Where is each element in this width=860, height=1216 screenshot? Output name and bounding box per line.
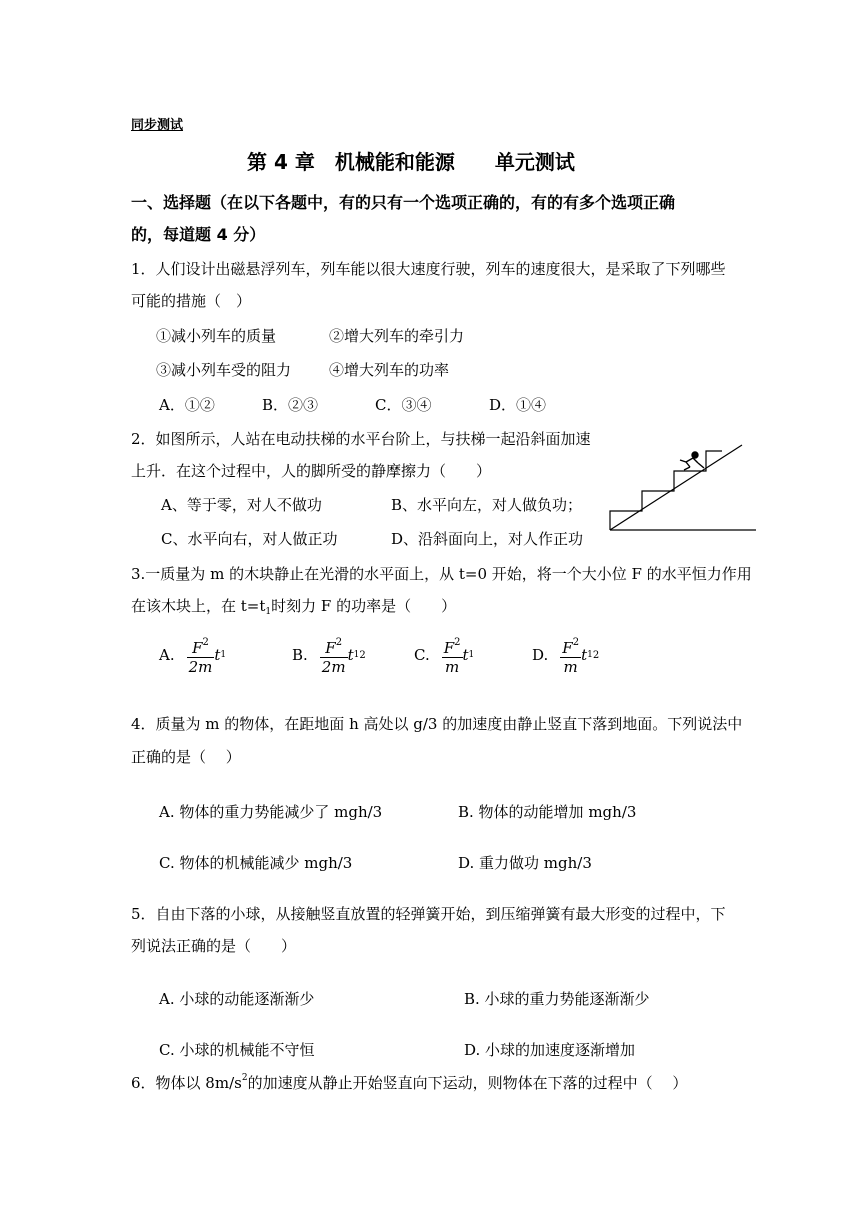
q3-d-denominator: m [563,658,578,676]
q3-c-numerator: F [443,639,455,657]
q3-stem-line2 [131,595,456,617]
q1-measure-2: ②增大列车的牵引力 [329,327,465,345]
q4-option-c: C. 物体的机械能减少 mgh/3 [159,854,353,872]
q3-d-numerator: F [562,639,573,657]
page-title: 第 4 章 机械能和能源 单元测试 [247,150,575,174]
q3-a-t-sub: 1 [220,650,227,660]
q3-b-denominator: 2m [321,658,346,676]
q3-stem-subscript: 1 [265,607,272,617]
q3-option-a [159,634,226,676]
q3-a-denominator: 2m [188,658,213,676]
q3-c-num-exp: 2 [454,637,461,648]
q3-option-d-fraction [560,634,581,676]
q5-option-d: D. 小球的加速度逐渐增加 [464,1041,636,1059]
q3-option-c-fraction [442,634,463,676]
q1-stem-line2: 可能的措施（ ） [131,292,252,310]
q3-a-numerator: F [192,639,203,657]
q3-option-c-label: C. [414,646,430,664]
q1-option-d: D．①④ [489,396,547,414]
q5-stem-line2: 列说法正确的是（ ） [131,937,297,955]
q3-c-denominator: m [445,658,460,676]
q2-option-a: A、等于零，对人不做功 [161,496,322,514]
q3-option-d [532,634,599,676]
escalator-steps [610,451,722,530]
q2-option-d: D、沿斜面向上，对人作正功 [391,530,584,548]
q3-option-b-fraction [320,634,348,676]
q3-option-a-label: A. [159,646,175,664]
escalator-figure [604,440,760,534]
q1-stem-line1: 1．人们设计出磁悬浮列车，列车能以很大速度行驶，列车的速度很大，是采取了下列哪些 [131,260,726,278]
q1-measure-3: ③减小列车受的阻力 [156,361,292,379]
q3-option-d-label: D. [532,646,549,664]
q5-stem-line1: 5．自由下落的小球，从接触竖直放置的轻弹簧开始，到压缩弹簧有最大形变的过程中，下 [131,905,726,923]
q3-d-t: t [581,646,588,664]
q3-b-num-exp: 2 [335,637,343,648]
q1-option-b: B．②③ [262,396,319,414]
q2-stem-line2: 上升．在这个过程中，人的脚所受的静摩擦力（ ） [131,462,492,480]
q5-option-b: B. 小球的重力势能逐渐渐少 [464,990,650,1008]
q4-option-a: A. 物体的重力势能减少了 mgh/3 [159,803,383,821]
q4-stem-line1: 4．质量为 m 的物体，在距地面 h 高处以 g/3 的加速度由静止竖直下落到地面。下列说法中 [131,715,743,733]
q3-option-b-label: B. [292,646,308,664]
q3-option-a-fraction [187,634,215,676]
q5-option-c: C. 小球的机械能不守恒 [159,1041,315,1059]
q3-option-c [414,634,474,676]
q6-stem-a: 6．物体以 8m/s [131,1074,242,1092]
q3-stem-line2-a: 在该木块上，在 t=t [131,597,266,615]
q3-stem-line1: 3.一质量为 m 的木块静止在光滑的水平面上，从 t=0 开始，将一个大小位 F 的水平恒力作用 [131,565,752,583]
escalator-slope-line [610,445,742,530]
section-heading-line2: 的，每道题 4 分） [131,225,266,244]
q3-b-t: t [347,646,354,664]
q3-d-num-exp: 2 [572,637,580,648]
q1-option-c: C．③④ [375,396,432,414]
header-label: 同步测试 [131,118,184,133]
q3-c-t: t [462,646,469,664]
q6-stem-b: 的加速度从静止开始竖直向下运动，则物体在下落的过程中（ ） [247,1074,688,1092]
q1-option-a: A．①② [159,396,215,414]
q2-option-c: C、水平向右，对人做正功 [161,530,338,548]
q1-measure-1: ①减小列车的质量 [156,327,277,345]
q3-stem-line2-b: 时刻力 F 的功率是（ ） [271,597,457,615]
q6-stem [131,1072,687,1093]
q6-stem-exp: 2 [241,1073,248,1083]
q5-option-a: A. 小球的动能逐渐渐少 [159,990,315,1008]
q3-b-t-sub: 1 [353,650,360,660]
q3-b-t-exp: 2 [359,649,366,661]
q3-option-b [292,634,366,676]
q2-option-b: B、水平向左，对人做负功； [391,496,583,514]
q1-measure-4: ④增大列车的功率 [329,361,450,379]
q3-d-t-exp: 2 [592,649,600,661]
q3-b-numerator: F [325,639,336,657]
section-heading-line1: 一、选择题（在以下各题中，有的只有一个选项正确的，有的有多个选项正确 [131,193,676,212]
person-icon [680,452,704,470]
q3-c-t-sub: 1 [468,650,475,660]
q3-d-t-sub: 1 [587,650,593,660]
q4-stem-line2: 正确的是（ ） [131,748,241,766]
q2-stem-line1: 2．如图所示，人站在电动扶梯的水平台阶上，与扶梯一起沿斜面加速 [131,430,591,448]
q3-a-t: t [214,646,221,664]
q4-option-d: D. 重力做功 mgh/3 [458,854,592,872]
q4-option-b: B. 物体的动能增加 mgh/3 [458,803,637,821]
q3-a-num-exp: 2 [202,637,209,648]
